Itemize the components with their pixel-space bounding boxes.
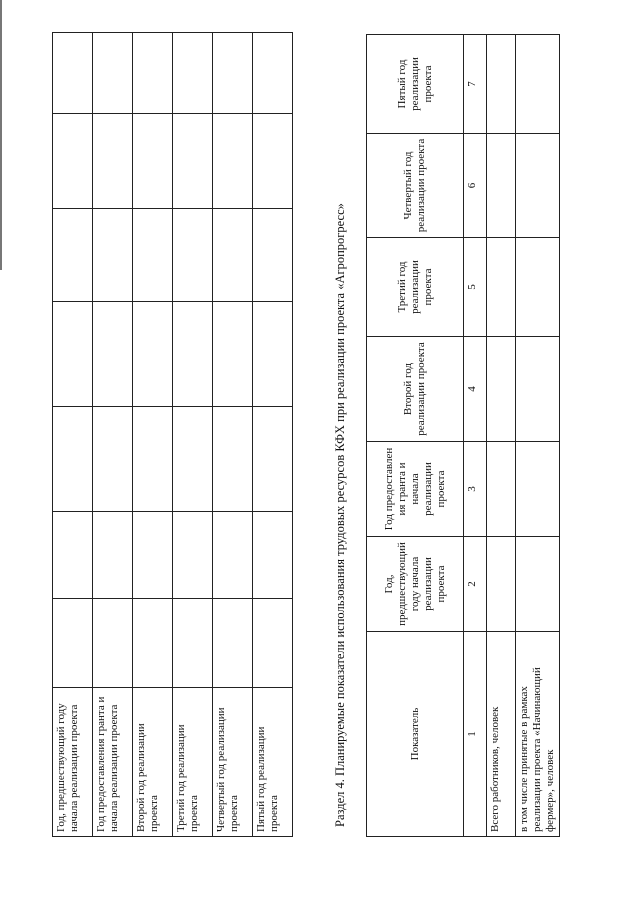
- table-cell: [213, 302, 253, 407]
- table-cell: [487, 337, 516, 442]
- row-label: Всего работников, человек: [487, 632, 516, 837]
- table-cell: [173, 407, 213, 512]
- column-header: Четвертый год реализации проекта: [367, 134, 464, 238]
- table-cell: [213, 33, 253, 114]
- column-number: 4: [464, 337, 487, 442]
- table-cell: [173, 33, 213, 114]
- header-row: [367, 35, 464, 837]
- table-cell: [173, 512, 213, 599]
- table-cell: [173, 302, 213, 407]
- table-cell: [487, 537, 516, 632]
- column-number: 2: [464, 537, 487, 632]
- table-cell: [253, 407, 293, 512]
- table-row: [516, 35, 560, 837]
- column-header: Показатель: [367, 632, 464, 837]
- table-cell: [133, 599, 173, 688]
- table-cell: [516, 35, 560, 134]
- table-cell: [487, 35, 516, 134]
- table-cell: [213, 512, 253, 599]
- table-cell: [253, 302, 293, 407]
- table-row: [487, 35, 516, 837]
- table-cell: [253, 512, 293, 599]
- table-cell: [516, 337, 560, 442]
- labor-resources-table: [366, 34, 560, 837]
- table-cell: [173, 599, 213, 688]
- table-cell: [173, 209, 213, 302]
- table-cell: [173, 114, 213, 209]
- table-row: [213, 33, 253, 837]
- table-cell: [253, 599, 293, 688]
- table-cell: [93, 114, 133, 209]
- row-label: Четвертый год реализации проекта: [213, 688, 253, 837]
- table-cell: [133, 114, 173, 209]
- column-header: Третий год реализации проекта: [367, 238, 464, 337]
- table-cell: [133, 33, 173, 114]
- column-number: 6: [464, 134, 487, 238]
- table-cell: [133, 302, 173, 407]
- resource-table-continued: [52, 32, 293, 837]
- row-label: в том числе принятые в рамках реализации проекта «Начинающий фермер», человек: [516, 632, 560, 837]
- table-cell: [516, 537, 560, 632]
- table-cell: [93, 302, 133, 407]
- table-cell: [487, 238, 516, 337]
- table-cell: [487, 134, 516, 238]
- table-cell: [516, 238, 560, 337]
- table-cell: [93, 512, 133, 599]
- table-cell: [487, 442, 516, 537]
- table-cell: [133, 407, 173, 512]
- column-number-row: [464, 35, 487, 837]
- table-cell: [53, 407, 93, 512]
- table-cell: [93, 33, 133, 114]
- table-cell: [53, 512, 93, 599]
- section-title: Раздел 4. Планируемые показатели использования трудовых ресурсов КФХ при реализации проекта «Агропрогресс»: [333, 203, 347, 827]
- table-cell: [133, 512, 173, 599]
- table-cell: [53, 302, 93, 407]
- table-cell: [516, 442, 560, 537]
- table-cell: [53, 114, 93, 209]
- column-number: 3: [464, 442, 487, 537]
- table-cell: [213, 209, 253, 302]
- column-header: Пятый год реализации проекта: [367, 35, 464, 134]
- table-row: [253, 33, 293, 837]
- table-row: [93, 33, 133, 837]
- column-header: Год предоставлен ия гранта и начала реализации проекта: [367, 442, 464, 537]
- table-row: [53, 33, 93, 837]
- column-number: 7: [464, 35, 487, 134]
- table-cell: [53, 33, 93, 114]
- table-row: [173, 33, 213, 837]
- table-row: [133, 33, 173, 837]
- table-cell: [253, 33, 293, 114]
- table-cell: [93, 599, 133, 688]
- table-cell: [213, 114, 253, 209]
- table-cell: [516, 134, 560, 238]
- column-number: 5: [464, 238, 487, 337]
- row-label: Год, предшествующий году начала реализации проекта: [53, 688, 93, 837]
- row-label: Год предоставления гранта и начала реализации проекта: [93, 688, 133, 837]
- row-label: Пятый год реализации проекта: [253, 688, 293, 837]
- table-cell: [53, 209, 93, 302]
- column-number: 1: [464, 632, 487, 837]
- table-cell: [253, 209, 293, 302]
- table-cell: [93, 209, 133, 302]
- row-label: Третий год реализации проекта: [173, 688, 213, 837]
- column-header: Год, предшествующий году начала реализации проекта: [367, 537, 464, 632]
- column-header: Второй год реализации проекта: [367, 337, 464, 442]
- table-cell: [213, 407, 253, 512]
- row-label: Второй год реализации проекта: [133, 688, 173, 837]
- table-cell: [253, 114, 293, 209]
- table-cell: [53, 599, 93, 688]
- table-cell: [93, 407, 133, 512]
- table-cell: [213, 599, 253, 688]
- table-cell: [133, 209, 173, 302]
